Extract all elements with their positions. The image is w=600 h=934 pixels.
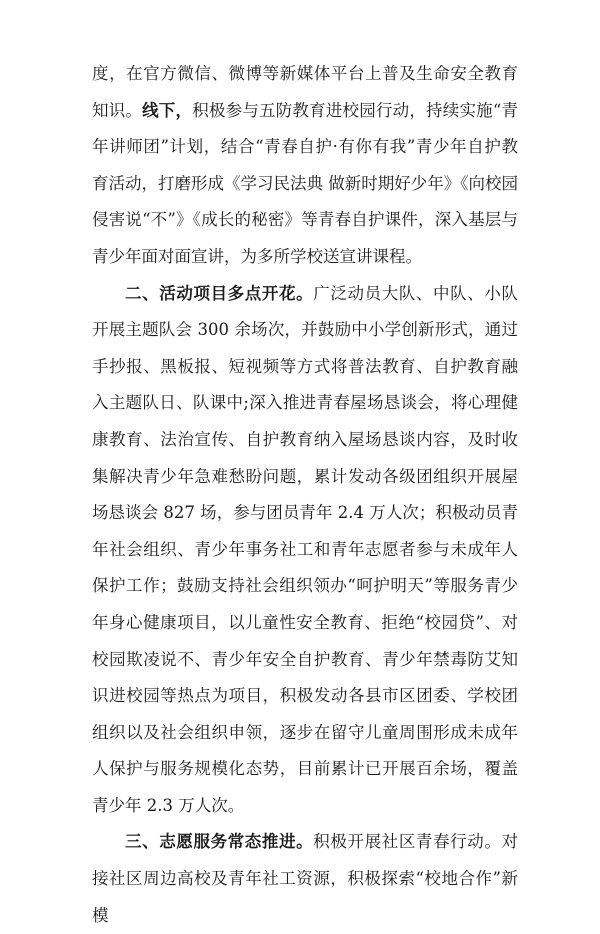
document-body	[92, 56, 518, 934]
paragraph-1-text-a: 度，在官方微信、微博等新媒体平台上普及生命安全教育知识。	[92, 64, 518, 120]
paragraph-3-body: 积极开展社区青春行动。对接社区周边高校及青年社工资源，积极探索“校地合作”新模	[92, 832, 519, 925]
paragraph-1-text-b: 积极参与五防教育进校园行动，持续实施“青年讲师团”计划，结合“青春自护·有你有我”青少年自护教育活动，打磨形成《学习民法典 做新时期好少年》《向校园侵害说“不”》《成长的秘密》等青春自护课件，深入基层与青少年面对面宣讲，为多所学校送宣讲课程。	[92, 100, 519, 266]
paragraph-2-heading: 二、活动项目多点开花。	[125, 283, 314, 303]
paragraph-3-heading: 三、志愿服务常态推进。	[125, 832, 314, 852]
paragraph-2-body: 广泛动员大队、中队、小队开展主题队会 300 余场次，并鼓励中小学创新形式，通过手抄报、黑板报、短视频等方式将普法教育、自护教育融入主题队日、队课中;深入推进青春屋场恳谈会，将心理健康教育、法治宣传、自护教育纳入屋场恳谈内容，及时收集解决青少年急难愁盼问题，累计发动各级团组织开展屋场恳谈会 827 场，参与团员青年 2.4 万人次；积极动员青年社会组织、青少年事务社工和青年志愿者参与未成年人保护工作；鼓励支持社会组织领办“呵护明天”等服务青少年身心健康项目，以儿童性安全教育、拒绝“校园贷”、对校园欺凌说不、青少年安全自护教育、青少年禁毒防艾知识进校园等热点为项目，积极发动各县市区团委、学校团组织以及社会组织申领，逐步在留守儿童周围形成未成年人保护与服务规模化态势，目前累计已开展百余场，覆盖青少年 2.3 万人次。	[92, 283, 519, 815]
paragraph-1-bold-label: 线下，	[142, 100, 193, 120]
paragraph-2	[92, 276, 518, 825]
paragraph-1	[92, 56, 518, 276]
paragraph-3	[92, 824, 518, 934]
